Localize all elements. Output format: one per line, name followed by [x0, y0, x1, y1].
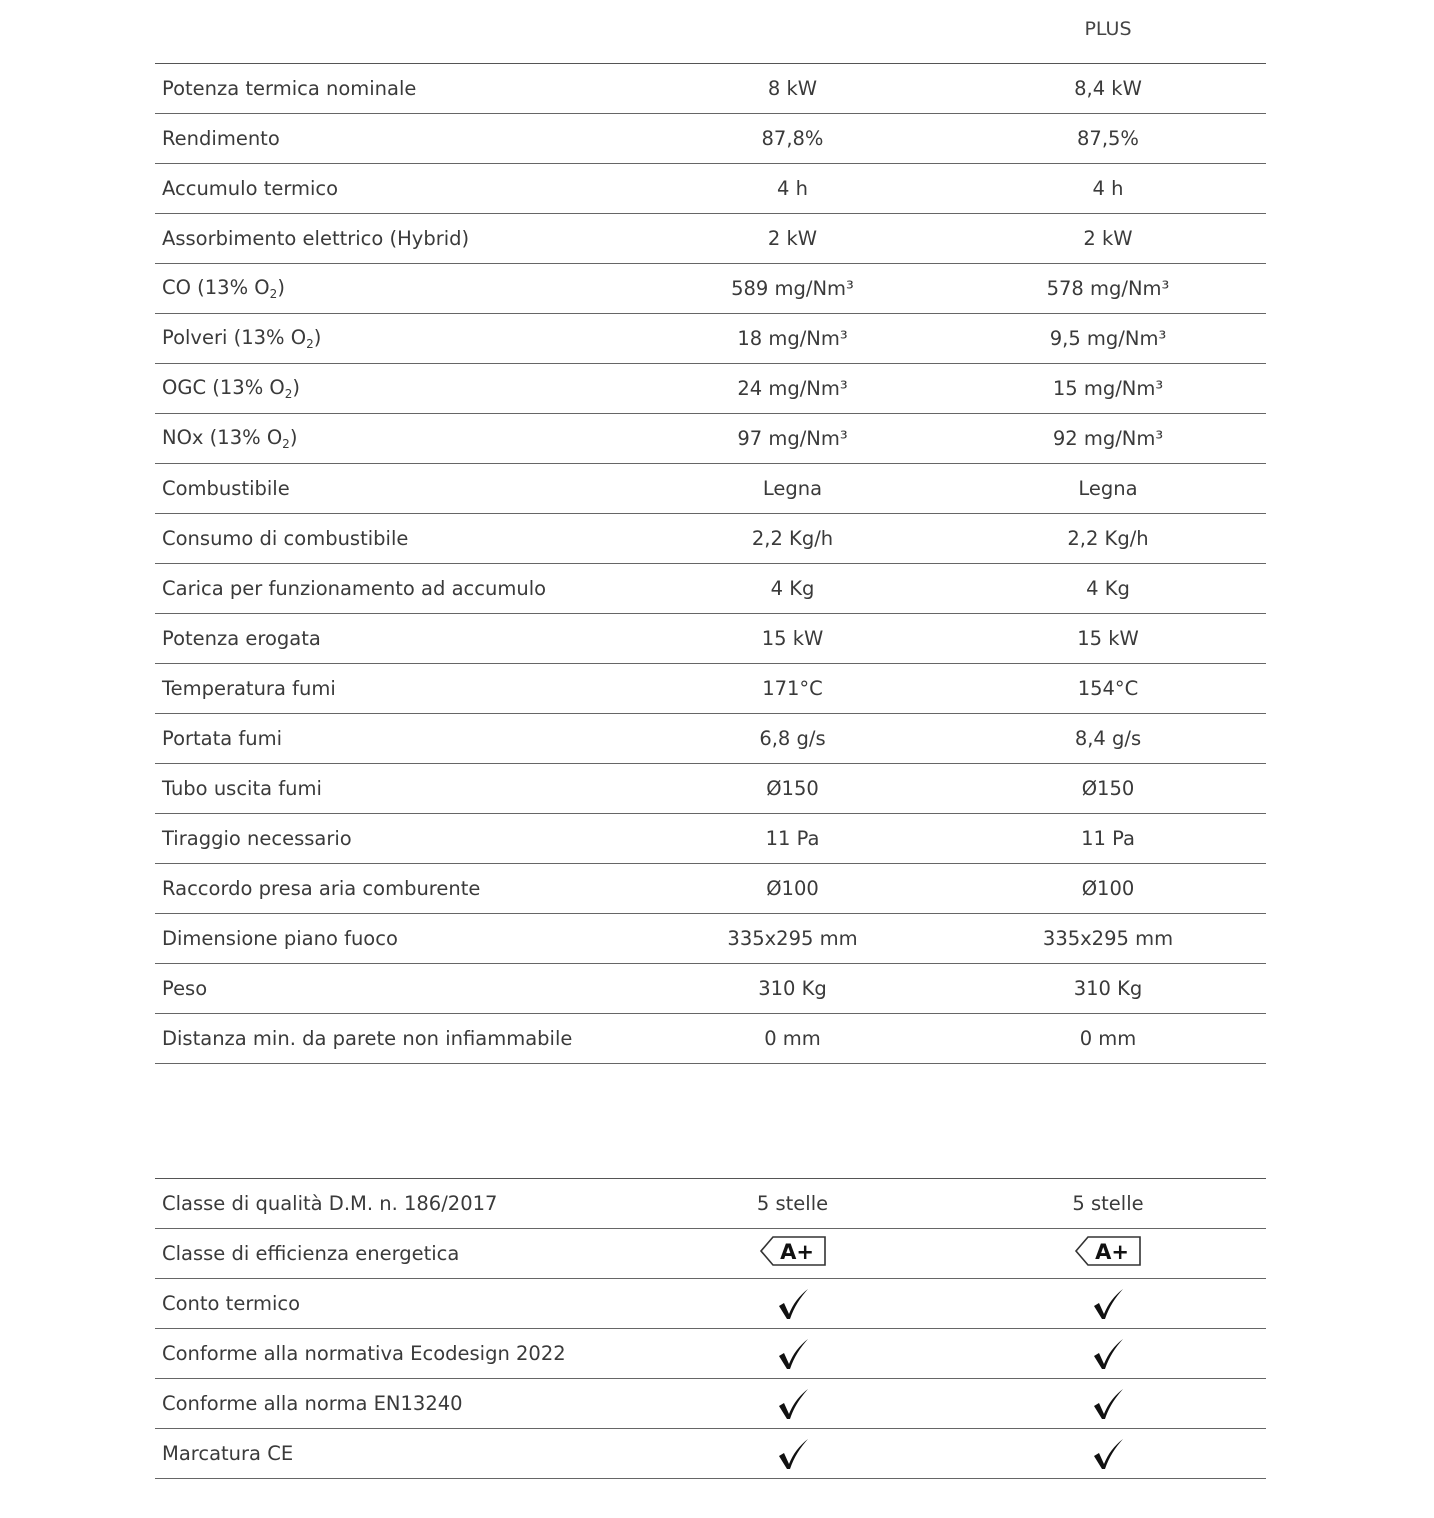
- spec-label: [155, 814, 635, 864]
- spec-label: [155, 714, 635, 764]
- spec-row: [155, 914, 1266, 964]
- spec-label: [155, 864, 635, 914]
- spec-row: [155, 464, 1266, 514]
- spec-label-text: Consumo di combustibile: [162, 527, 409, 550]
- spec-label-text: Tubo uscita fumi: [162, 777, 322, 800]
- subscript: 2: [269, 287, 278, 301]
- spec-value-base: 97 mg/Nm³: [635, 414, 950, 464]
- spec-row: [155, 364, 1266, 414]
- cert-value-base: [635, 1229, 950, 1279]
- spec-row: [155, 564, 1266, 614]
- svg-text:A+: A+: [779, 1240, 814, 1264]
- spec-label-text: CO (13% O: [162, 276, 270, 299]
- spec-label: [155, 464, 635, 514]
- spec-row: [155, 414, 1266, 464]
- spec-value-base: Ø100: [635, 864, 950, 914]
- spec-row: [155, 814, 1266, 864]
- spec-label-text: Polveri (13% O: [162, 326, 307, 349]
- spec-value-plus: 15 kW: [950, 614, 1266, 664]
- checkmark-icon: [776, 1441, 810, 1464]
- spec-row: [155, 1014, 1266, 1064]
- spec-label-suffix: ): [277, 276, 285, 299]
- spec-value-plus: 4 Kg: [950, 564, 1266, 614]
- spec-value-plus: 2,2 Kg/h: [950, 514, 1266, 564]
- spec-label: [155, 614, 635, 664]
- spec-label: [155, 414, 635, 464]
- cert-value-plus: [950, 1429, 1266, 1479]
- spec-label-suffix: ): [313, 326, 322, 349]
- cert-label: Classe di qualità D.M. n. 186/2017: [155, 1179, 635, 1229]
- spec-value-plus: Ø150: [950, 764, 1266, 814]
- spec-value-plus: Legna: [950, 464, 1266, 514]
- spec-label: [155, 314, 635, 364]
- spec-value-base: 4 Kg: [635, 564, 950, 614]
- spec-value-base: 8 kW: [635, 64, 950, 114]
- spec-label-text: Tiraggio necessario: [162, 827, 352, 850]
- cert-value-plus: [950, 1279, 1266, 1329]
- spec-value-plus: 87,5%: [950, 114, 1266, 164]
- checkmark-icon: [776, 1341, 810, 1364]
- spec-row: [155, 614, 1266, 664]
- cert-label: Marcatura CE: [155, 1429, 635, 1479]
- spec-label-text: Portata fumi: [162, 727, 283, 750]
- spec-label: [155, 364, 635, 414]
- spec-value-base: 24 mg/Nm³: [635, 364, 950, 414]
- spec-label-text: Distanza min. da parete non infiammabile: [162, 1027, 573, 1050]
- checkmark-icon: [776, 1291, 810, 1314]
- spec-row: [155, 114, 1266, 164]
- spec-label: [155, 64, 635, 114]
- cert-value-text: 5 stelle: [756, 1192, 829, 1215]
- cert-label: Conforme alla norma EN13240: [155, 1379, 635, 1429]
- spec-value-plus: 310 Kg: [950, 964, 1266, 1014]
- spec-value-plus: Ø100: [950, 864, 1266, 914]
- subscript: 2: [284, 387, 293, 401]
- cert-value-text: 5 stelle: [1072, 1192, 1144, 1215]
- certifications-table: [155, 1178, 1266, 1479]
- spec-label-text: Potenza termica nominale: [162, 77, 417, 100]
- spec-label-suffix: ): [292, 376, 301, 399]
- spec-value-base: 2 kW: [635, 214, 950, 264]
- spec-row: [155, 214, 1266, 264]
- spec-value-base: 310 Kg: [635, 964, 950, 1014]
- spec-label: [155, 964, 635, 1014]
- spec-value-base: 15 kW: [635, 614, 950, 664]
- spec-label-text: Rendimento: [162, 127, 280, 150]
- cert-value-base: [635, 1429, 950, 1479]
- spec-value-plus: 8,4 g/s: [950, 714, 1266, 764]
- spec-label-text: Raccordo presa aria comburente: [162, 877, 481, 900]
- spec-row: [155, 664, 1266, 714]
- spec-value-plus: 154°C: [950, 664, 1266, 714]
- spec-value-base: 87,8%: [635, 114, 950, 164]
- cert-value-plus: [950, 1329, 1266, 1379]
- spec-label-text: Dimensione piano fuoco: [162, 927, 398, 950]
- spec-value-base: Ø150: [635, 764, 950, 814]
- cert-value-base: [635, 1329, 950, 1379]
- spec-value-plus: 92 mg/Nm³: [950, 414, 1266, 464]
- spec-row: [155, 314, 1266, 364]
- spec-row: [155, 864, 1266, 914]
- spec-value-plus: 578 mg/Nm³: [950, 264, 1266, 314]
- spec-value-base: 6,8 g/s: [635, 714, 950, 764]
- cert-row: [155, 1229, 1266, 1279]
- spec-label-suffix: ): [289, 426, 298, 449]
- spec-label-text: Peso: [162, 977, 208, 1000]
- cert-value-plus: [950, 1179, 1266, 1229]
- spec-value-base: 589 mg/Nm³: [635, 264, 950, 314]
- checkmark-icon: [1091, 1441, 1125, 1464]
- cert-row: [155, 1379, 1266, 1429]
- spec-row: [155, 514, 1266, 564]
- column-header-plus: PLUS: [1084, 18, 1132, 40]
- energy-class-badge: [1074, 1235, 1142, 1272]
- spec-label-text: Carica per funzionamento ad accumulo: [162, 577, 547, 600]
- cert-row: [155, 1279, 1266, 1329]
- spec-label-text: NOx (13% O: [162, 426, 283, 449]
- spec-row: [155, 714, 1266, 764]
- spec-value-plus: 9,5 mg/Nm³: [950, 314, 1266, 364]
- spec-value-plus: 2 kW: [950, 214, 1266, 264]
- spec-value-plus: 0 mm: [950, 1014, 1266, 1064]
- cert-label: Classe di efficienza energetica: [155, 1229, 635, 1279]
- spec-row: [155, 64, 1266, 114]
- cert-row: [155, 1429, 1266, 1479]
- spec-label-text: Assorbimento elettrico (Hybrid): [162, 227, 470, 250]
- spec-label-text: Combustibile: [162, 477, 290, 500]
- spec-label-text: Temperatura fumi: [162, 677, 336, 700]
- cert-value-base: [635, 1179, 950, 1229]
- spec-row: [155, 264, 1266, 314]
- checkmark-icon: [1091, 1341, 1125, 1364]
- spec-label-text: OGC (13% O: [162, 376, 285, 399]
- subscript: 2: [282, 437, 290, 451]
- cert-value-base: [635, 1379, 950, 1429]
- spec-value-base: Legna: [635, 464, 950, 514]
- cert-value-base: [635, 1279, 950, 1329]
- spec-value-base: 0 mm: [635, 1014, 950, 1064]
- spec-row: [155, 964, 1266, 1014]
- cert-label: Conforme alla normativa Ecodesign 2022: [155, 1329, 635, 1379]
- spec-value-plus: 4 h: [950, 164, 1266, 214]
- spec-row: [155, 764, 1266, 814]
- spec-value-plus: 8,4 kW: [950, 64, 1266, 114]
- spec-label: [155, 564, 635, 614]
- spec-value-base: 11 Pa: [635, 814, 950, 864]
- spec-value-base: 4 h: [635, 164, 950, 214]
- specs-table: [155, 63, 1266, 1064]
- checkmark-icon: [1091, 1291, 1125, 1314]
- spec-label-text: Potenza erogata: [162, 627, 321, 650]
- spec-value-base: 171°C: [635, 664, 950, 714]
- spec-value-plus: 15 mg/Nm³: [950, 364, 1266, 414]
- cert-value-plus: [950, 1229, 1266, 1279]
- spec-label: [155, 264, 635, 314]
- energy-class-badge: [759, 1235, 827, 1272]
- spec-label: [155, 764, 635, 814]
- spec-value-base: 335x295 mm: [635, 914, 950, 964]
- spec-label: [155, 114, 635, 164]
- spec-label: [155, 514, 635, 564]
- spec-label-text: Accumulo termico: [162, 177, 339, 200]
- spec-label: [155, 664, 635, 714]
- cert-label: Conto termico: [155, 1279, 635, 1329]
- checkmark-icon: [776, 1391, 810, 1414]
- spec-value-plus: 11 Pa: [950, 814, 1266, 864]
- cert-row: [155, 1329, 1266, 1379]
- spec-value-base: 18 mg/Nm³: [635, 314, 950, 364]
- spec-label: [155, 164, 635, 214]
- cert-value-plus: [950, 1379, 1266, 1429]
- spec-row: [155, 164, 1266, 214]
- spec-value-plus: 335x295 mm: [950, 914, 1266, 964]
- spec-label: [155, 214, 635, 264]
- spec-label: [155, 914, 635, 964]
- spec-value-base: 2,2 Kg/h: [635, 514, 950, 564]
- svg-text:A+: A+: [1095, 1240, 1129, 1264]
- cert-row: [155, 1179, 1266, 1229]
- subscript: 2: [306, 337, 314, 351]
- spec-label: [155, 1014, 635, 1064]
- checkmark-icon: [1091, 1391, 1125, 1414]
